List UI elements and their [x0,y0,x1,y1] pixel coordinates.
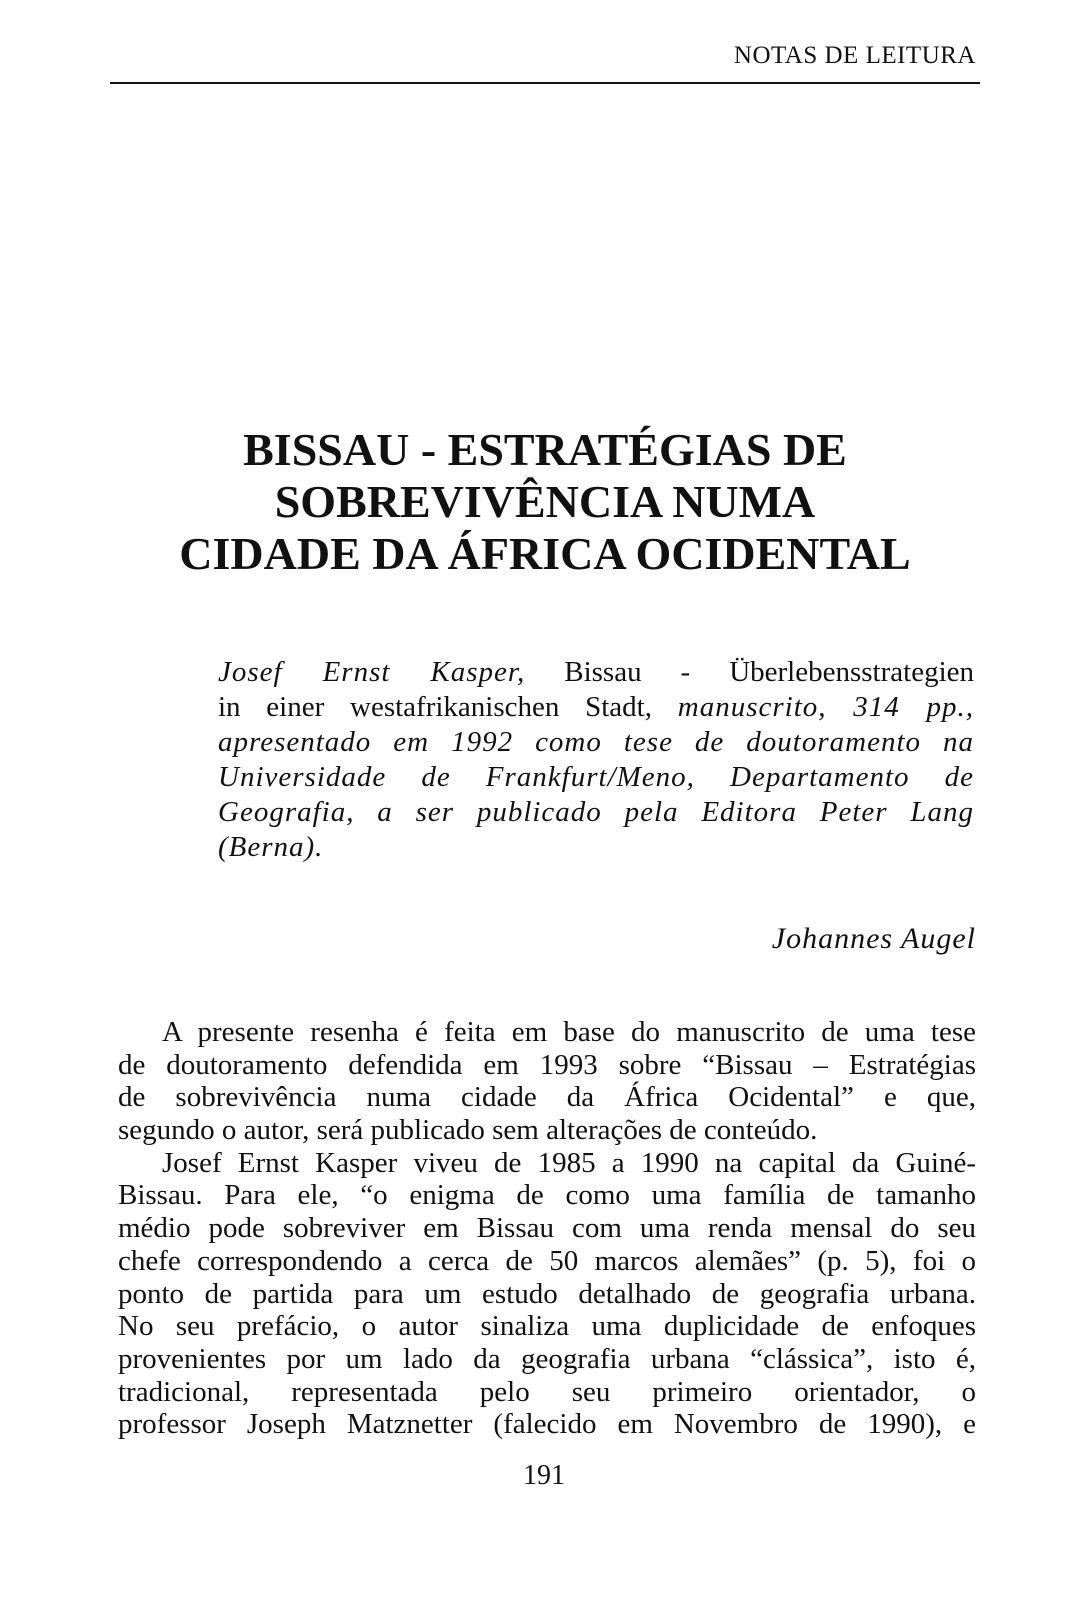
body-line: A presente resenha é feita em base do manuscrito de uma tese [162,1016,976,1048]
page-number: 191 [523,1460,565,1491]
body-line: segundo o autor, será publicado sem alterações de conteúdo. [118,1114,818,1147]
body-line: professor Joseph Matznetter (falecido em Novembro de 1990), e [118,1408,976,1441]
body-line: chefe correspondendo a cerca de 50 marcos alemães” (p. 5), foi o [118,1244,976,1277]
citation-original-title-cont: in einer westafrikanischen Stadt, [218,691,678,723]
citation-line: apresentado em 1992 como tese de doutoramento na [218,726,974,758]
running-head: NOTAS DE LEITURA [733,42,976,69]
header-rule [110,82,980,84]
review-body [118,1016,976,1441]
body-line: Bissau. Para ele, “o enigma de como uma família de tamanho [118,1179,976,1212]
body-line: provenientes por um lado da geografia urbana “clássica”, isto é, [118,1342,976,1375]
bibliographic-citation [218,655,974,865]
citation-line: (Berna). [218,831,324,863]
body-line: tradicional, representada pelo seu primeiro orientador, o [118,1375,976,1408]
citation-line [218,690,974,725]
title-line-1: BISSAU - ESTRATÉGIAS DE [243,424,847,475]
title-line-3: CIDADE DA ÁFRICA OCIDENTAL [179,528,911,579]
citation-line [218,655,974,690]
body-line: médio pode sobreviver em Bissau com uma renda mensal do seu [118,1212,976,1245]
body-line: de doutoramento defendida em 1993 sobre “Bissau – Estratégias [118,1048,976,1081]
body-line: No seu prefácio, o autor sinaliza uma duplicidade de enfoques [118,1310,976,1343]
body-line: de sobrevivência numa cidade da África Ocidental” e que, [118,1081,976,1114]
citation-line: Geografia, a ser publicado pela Editora Peter Lang [218,796,974,828]
body-line: Josef Ernst Kasper viveu de 1985 a 1990 na capital da Guiné- [162,1146,976,1179]
citation-line: Universidade de Frankfurt/Meno, Departamento de [218,761,974,793]
citation-format: manuscrito, 314 pp., [677,691,974,723]
citation-author: Josef Ernst Kasper, [218,656,526,688]
reviewer-name: Johannes Augel [771,922,976,955]
title-line-2: SOBREVIVÊNCIA NUMA [274,476,816,527]
citation-original-title: Bissau - Überlebensstrategien [525,656,974,688]
article-title [110,424,980,580]
body-line: ponto de partida para um estudo detalhado de geografia urbana. [118,1277,976,1310]
